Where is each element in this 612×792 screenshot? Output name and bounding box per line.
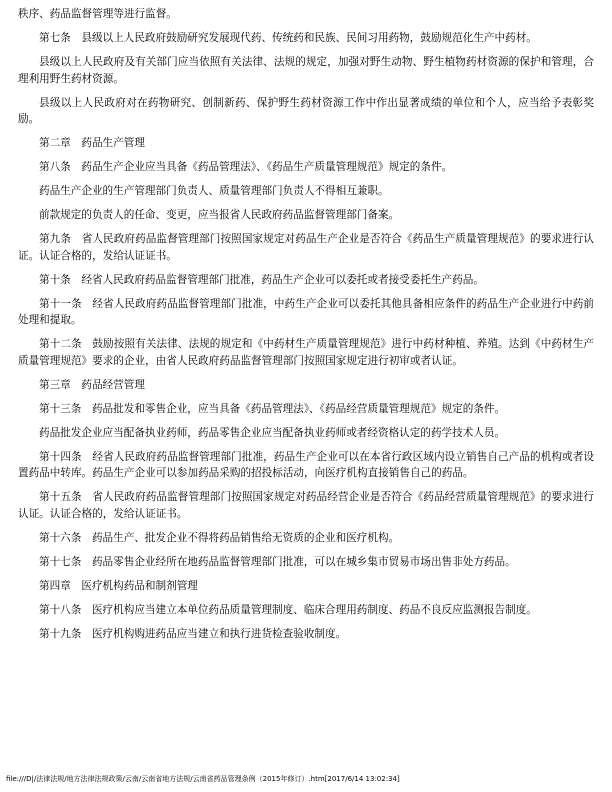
article-8-para-3: 前款规定的负责人的任命、变更，应当报省人民政府药品监督管理部门备案。 bbox=[39, 209, 400, 221]
article-16: 第十六条 药品生产、批发企业不得将药品销售给无资质的企业和医疗机构。 bbox=[39, 531, 400, 544]
article-19: 第十九条 医疗机构购进药品应当建立和执行进货检查验收制度。 bbox=[39, 627, 347, 640]
article-12: 第十二条 鼓励按照有关法律、法规的规定和《中药材生产质量管理规范》进行中药材种植、养殖。达到《中药材生产质量管理规范》要求的企业，由省人民政府药品监督管理部门按照国家规定进行初审或者认证。 bbox=[18, 338, 594, 367]
chapter-2-heading: 第二章 药品生产管理 bbox=[39, 137, 145, 149]
chapter-3-heading: 第三章 药品经营管理 bbox=[39, 378, 145, 391]
article-13-para-2: 药品批发企业应当配备执业药师，药品零售企业应当配备执业药师或者经资格认定的药学技术人员。 bbox=[39, 426, 506, 439]
article-15: 第十五条 省人民政府药品监督管理部门按照国家规定对药品经营企业是否符合《药品经营质量管理规范》的要求进行认证。认证合格的，发给认证证书。 bbox=[18, 491, 594, 520]
article-11: 第十一条 经省人民政府药品监督管理部门批准，中药生产企业可以委托其他具备相应条件的药品生产企业进行中药前处理和提取。 bbox=[18, 297, 594, 326]
article-7: 第七条 县级以上人民政府鼓励研究发展现代药、传统药和民族、民间习用药物，鼓励规范化生产中药材。 bbox=[39, 32, 537, 44]
article-8-para-2: 药品生产企业的生产管理部门负责人、质量管理部门负责人不得相互兼职。 bbox=[39, 185, 389, 197]
document-body bbox=[18, 6, 594, 650]
article-8: 第八条 药品生产企业应当具备《药品管理法》、《药品生产质量管理规范》规定的条件。 bbox=[39, 161, 453, 173]
article-13: 第十三条 药品批发和零售企业，应当具备《药品管理法》、《药品经营质量管理规范》规定的条件。 bbox=[39, 402, 506, 415]
article-14: 第十四条 经省人民政府药品监督管理部门批准，药品生产企业可以在本省行政区域内设立销售自己产品的机构或者设置药品中转库。药品生产企业可以参加药品采购的招投标活动，向医疗机构直接销售自己的药品。 bbox=[18, 450, 594, 479]
article-18: 第十八条 医疗机构应当建立本单位药品质量管理制度、临床合理用药制度、药品不良反应监测报告制度。 bbox=[39, 603, 537, 616]
article-9: 第九条 省人民政府药品监督管理部门按照国家规定对药品生产企业是否符合《药品生产质量管理规范》的要求进行认证。认证合格的，发给认证证书。 bbox=[18, 233, 594, 262]
article-7-para-3: 县级以上人民政府对在药物研究、创制新药、保护野生药材资源工作中作出显著成绩的单位和个人，应当给予表彰奖励。 bbox=[18, 96, 594, 125]
paragraph-0: 秩序、药品监督管理等进行监督。 bbox=[18, 8, 177, 20]
footer-file-path: file:///D|/法律法规/地方法律法规政策/云南/云南省地方法规/云南省药品管理条例（2015年修订）.htm[2017/6/14 13:02:34] bbox=[6, 775, 400, 783]
chapter-4-heading: 第四章 医疗机构药品和制剂管理 bbox=[39, 579, 198, 592]
article-7-para-2: 县级以上人民政府及有关部门应当依照有关法律、法规的规定，加强对野生动物、野生植物药材资源的保护和管理，合理利用野生药材资源。 bbox=[18, 56, 594, 85]
article-17: 第十七条 药品零售企业经所在地药品监督管理部门批准，可以在城乡集市贸易市场出售非处方药品。 bbox=[39, 555, 516, 568]
article-10: 第十条 经省人民政府药品监督管理部门批准，药品生产企业可以委托或者接受委托生产药品。 bbox=[39, 273, 484, 286]
